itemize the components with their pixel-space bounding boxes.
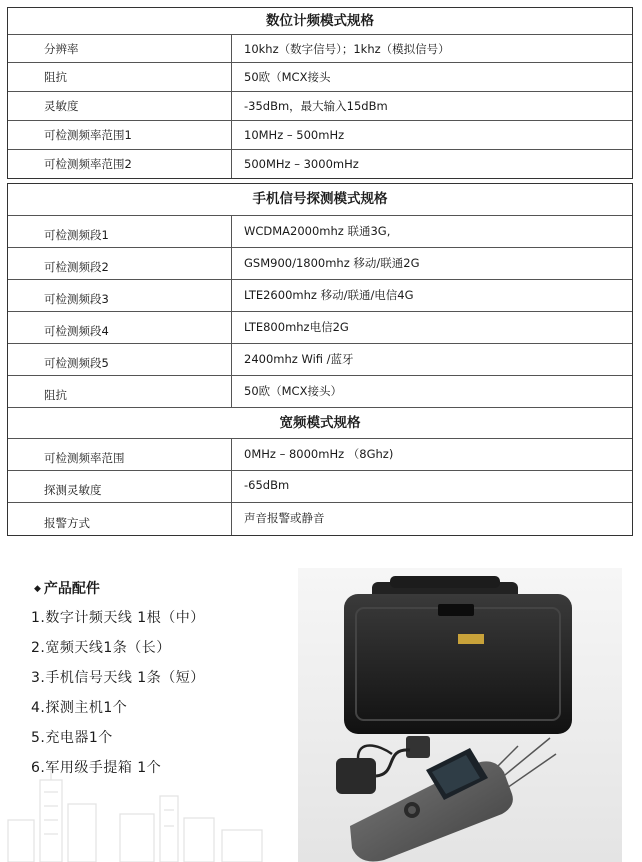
table-row	[8, 439, 632, 471]
product-photo	[298, 568, 622, 862]
table-row	[8, 471, 632, 503]
table-row	[8, 344, 632, 376]
spec-value: 10khz（数字信号）；1khz（模拟信号）	[244, 41, 450, 56]
spec-label: 灵敏度	[8, 92, 232, 120]
spec-value: -35dBm，最大输入15dBm	[244, 99, 388, 113]
spec-value: 10MHz – 500mHz	[244, 128, 345, 142]
spec-label: 可检测频率范围1	[8, 121, 232, 149]
table-row	[8, 92, 632, 121]
spec-label: 可检测频段5	[8, 344, 232, 375]
diamond-bullet-icon: ◆	[34, 584, 41, 594]
list-item: 2.宽频天线1条（长）	[31, 640, 171, 656]
table-row	[8, 35, 632, 63]
spec-value: -65dBm	[244, 478, 290, 492]
table-title: 宽频模式规格	[8, 408, 632, 439]
spec-label: 阻抗	[8, 376, 232, 407]
list-item: 4.探测主机1个	[31, 700, 128, 716]
spec-value: 500MHz – 3000mHz	[244, 157, 359, 171]
table-row	[8, 312, 632, 344]
spec-label: 探测灵敏度	[8, 471, 232, 502]
spec-label: 分辨率	[8, 35, 232, 62]
table-title: 数位计频模式规格	[8, 8, 632, 35]
spec-value: 50欧（MCX接头）	[244, 384, 342, 398]
spec-value: 0MHz – 8000mHz （8Ghz)	[244, 447, 394, 461]
spec-value: LTE2600mhz 移动/联通/电信4G	[244, 288, 414, 302]
table-row	[8, 121, 632, 150]
list-item: 5.充电器1个	[31, 730, 113, 746]
spec-value: WCDMA2000mhz 联通3G,	[244, 224, 391, 238]
spec-label: 可检测频段2	[8, 248, 232, 279]
spec-label: 可检测频段3	[8, 280, 232, 311]
carry-case	[344, 576, 572, 734]
table-row	[8, 280, 632, 312]
table-row	[8, 63, 632, 92]
spec-value: 50欧（MCX接头	[244, 70, 331, 84]
table-title: 手机信号探测模式规格	[8, 184, 632, 216]
spec-value: GSM900/1800mhz 移动/联通2G	[244, 256, 420, 270]
list-item: 3.手机信号天线 1条（短）	[31, 670, 205, 686]
table-row	[8, 376, 632, 408]
accessories-heading: ◆ 产品配件	[34, 581, 100, 597]
spec-label: 可检测频率范围	[8, 439, 232, 470]
digital-freq-table	[7, 7, 633, 179]
table-row	[8, 216, 632, 248]
mobile-broadband-table	[7, 183, 633, 536]
spec-label: 阻抗	[8, 63, 232, 91]
table-row	[8, 248, 632, 280]
spec-value: LTE800mhz电信2G	[244, 320, 349, 334]
list-item: 1.数字计频天线 1根（中）	[31, 610, 205, 626]
spec-label: 报警方式	[8, 503, 232, 535]
spec-label: 可检测频段4	[8, 312, 232, 343]
spec-label: 可检测频率范围2	[8, 150, 232, 178]
table-row	[8, 150, 632, 178]
spec-value: 声音报警或静音	[244, 511, 325, 525]
list-item: 6.军用级手提箱 1个	[31, 760, 162, 776]
spec-label: 可检测频段1	[8, 216, 232, 247]
spec-value: 2400mhz Wifi /蓝牙	[244, 352, 354, 366]
table-row	[8, 503, 632, 535]
